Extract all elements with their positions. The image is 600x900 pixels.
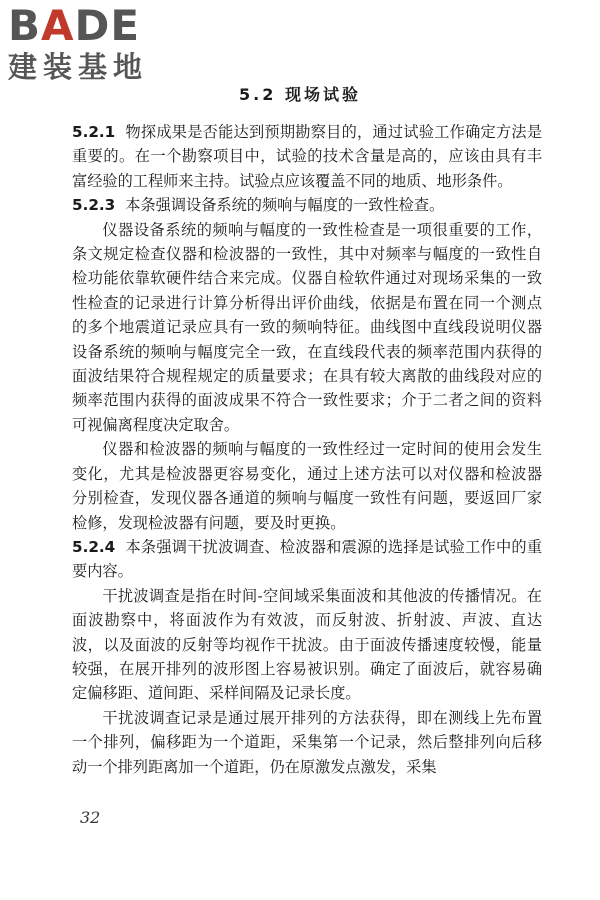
body-paragraph: 仪器和检波器的频响与幅度的一致性经过一定时间的使用会发生变化，尤其是检波器更容易变化，通过上述方法可以对仪器和检波器分别检查，发现仪器各通道的频响与幅度一致性有问题，要返回厂家检修，发现检波器有问题，要及时更换。 bbox=[72, 440, 542, 532]
body-paragraph: 仪器设备系统的频响与幅度的一致性检查是一项很重要的工作，条文规定检查仪器和检波器的一致性，其中对频率与幅度的一致性自检功能依靠软硬件结合来完成。仪器自检软件通过对现场采集的一致性检查的记录进行计算分析得出评价曲线，依据是布置在同一个测点的多个地震道记录应具有一致的频响特征。曲线图中直线段说明仪器设备系统的频响与幅度完全一致，在直线段代表的频率范围内获得的面波结果符合规程规定的质量要求；在具有较大离散的曲线段对应的频率范围内获得的面波成果不符合一致性要求；介于二者之间的资料可视偏离程度决定取舍。 bbox=[72, 220, 542, 434]
logo-subtitle: 建装基地 bbox=[8, 50, 149, 84]
clause-number: 5.2.1 bbox=[72, 123, 116, 141]
clause-5-2-4 bbox=[72, 535, 542, 584]
clause-text: 物探成果是否能达到预期勘察目的，通过试验工作确定方法是重要的。在一个勘察项目中，试验的技术含量是高的，应该由具有丰富经验的工程师来主持。试验点应该覆盖不同的地质、地形条件。 bbox=[72, 123, 542, 190]
logo-letters-b: B bbox=[8, 1, 42, 50]
section-title: 5.2 现场试验 bbox=[239, 85, 361, 104]
clause-number: 5.2.3 bbox=[72, 196, 116, 215]
logo-letter-a-accent: A bbox=[41, 1, 75, 50]
body-paragraph: 干扰波调查记录是通过展开排列的方法获得，即在测线上先布置一个排列，偏移距为一个道距，采集第一个记录，然后整排列向后移动一个排列距离加一个道距，仍在原激发点激发，采集 bbox=[72, 708, 542, 776]
logo-letters-de: DE bbox=[74, 1, 141, 50]
body-paragraph: 干扰波调查是指在时间-空间域采集面波和其他波的传播情况。在面波勘察中，将面波作为有效波，而反射波、折射波、声波、直达波，以及面波的反射等均视作干扰波。由于面波传播速度较慢，能量较强，在展开排列的波形图上容易被识别。确定了面波后，就容易确定偏移距、道间距、采样间隔及记录长度。 bbox=[72, 586, 542, 703]
clause-text: 本条强调干扰波调查、检波器和震源的选择是试验工作中的重要内容。 bbox=[72, 537, 542, 581]
clause-text: 本条强调设备系统的频响与幅度的一致性检查。 bbox=[125, 196, 445, 215]
clause-5-2-1 bbox=[72, 120, 542, 193]
page-number: 32 bbox=[80, 808, 101, 827]
clause-5-2-3 bbox=[72, 193, 542, 217]
clause-number: 5.2.4 bbox=[72, 537, 116, 556]
document-body bbox=[72, 120, 542, 779]
bade-logo bbox=[8, 1, 178, 84]
logo-wordmark bbox=[8, 1, 178, 50]
